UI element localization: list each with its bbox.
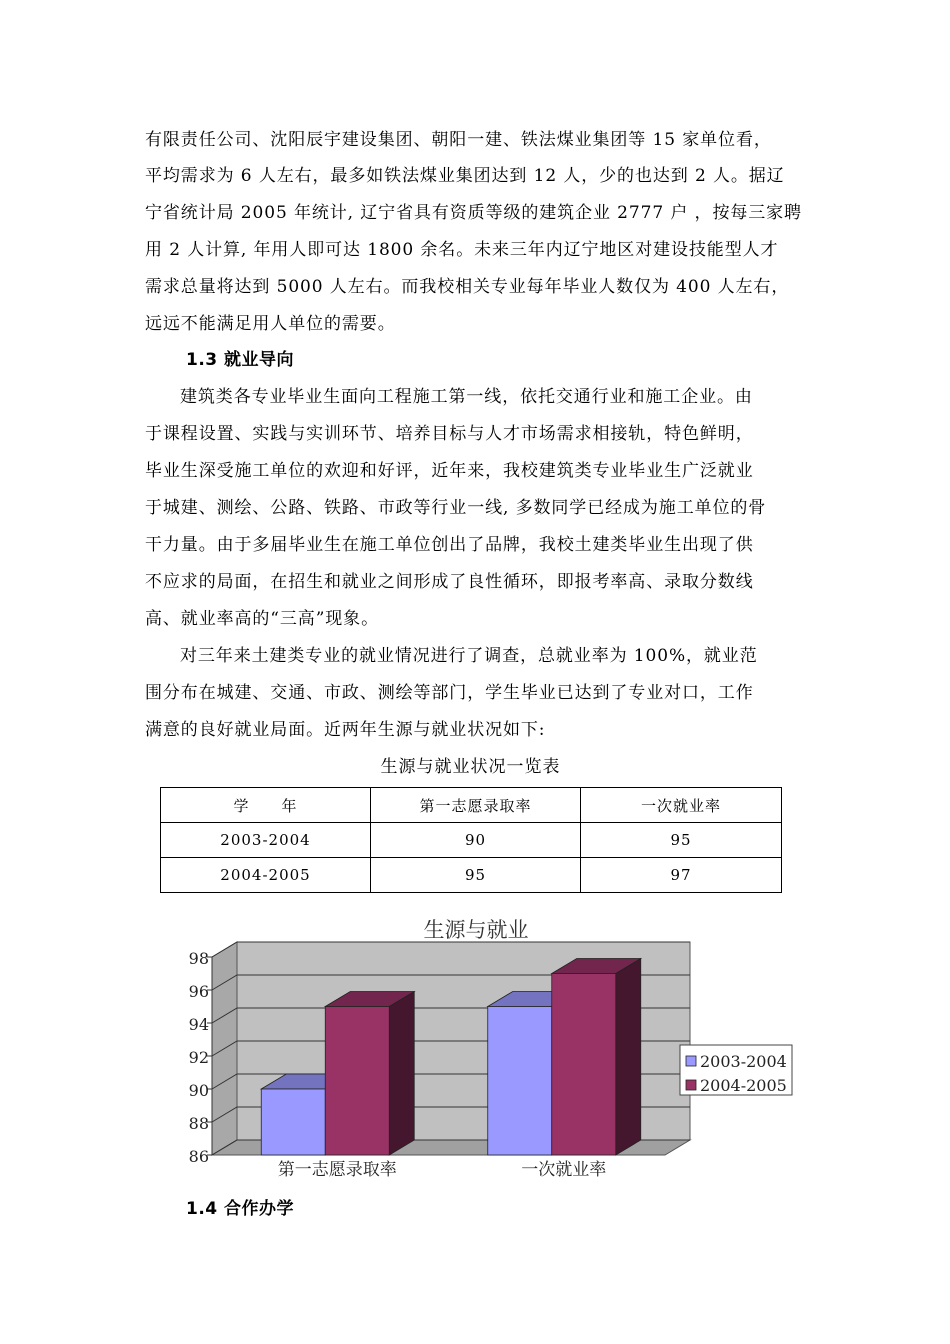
table-row [161,823,782,858]
y-tick-label: 94 [188,1015,209,1034]
table-caption: 生源与就业状况一览表 [380,757,561,777]
legend-label: 2004-2005 [700,1076,787,1095]
chart-title: 生源与就业 [423,918,529,942]
legend-label: 2003-2004 [700,1052,787,1071]
legend-swatch [686,1056,696,1066]
enrollment-employment-table [160,787,782,893]
section-heading-employment: 1.3 就业导向 [186,350,295,370]
bar [261,1089,325,1155]
y-tick-label: 96 [188,982,209,1001]
y-tick-label: 90 [188,1081,209,1100]
y-tick-label: 98 [188,949,209,968]
text-line: 满意的良好就业局面。近两年生源与就业状况如下: [145,720,546,740]
text-line: 高、就业率高的“三高”现象。 [145,609,379,629]
table-row [161,858,782,893]
header-cell-admission-rate: 第一志愿录取率 [371,788,581,823]
text-line: 需求总量将达到 5000 人左右。而我校相关专业每年毕业人数仅为 400 人左右， [145,277,790,297]
bar-chart [160,905,800,1185]
text-line: 围分布在城建、交通、市政、测绘等部门，学生毕业已达到了专业对口，工作 [145,683,754,703]
text-line: 用 2 人计算, 年用人即可达 1800 余名。未来三年内辽宁地区对建设技能型人才 [145,240,779,260]
text-line: 于课程设置、实践与实训环节、培养目标与人才市场需求相接轨，特色鲜明， [145,424,754,444]
bar [488,1007,552,1156]
y-tick-label: 86 [188,1147,209,1166]
section-heading-cooperation: 1.4 合作办学 [186,1199,295,1219]
text-line: 毕业生深受施工单位的欢迎和好评，近年来，我校建筑类专业毕业生广泛就业 [145,461,754,481]
bar [552,974,616,1156]
bar-side [389,992,414,1156]
text-line: 建筑类各专业毕业生面向工程施工第一线，依托交通行业和施工企业。由 [180,387,753,407]
header-cell-year: 学 年 [161,788,371,823]
legend-swatch [686,1080,696,1090]
table-cell: 2003-2004 [161,823,371,858]
text-line: 对三年来土建类专业的就业情况进行了调查，总就业率为 100%，就业范 [180,646,758,666]
category-label: 第一志愿录取率 [277,1160,397,1180]
text-line: 不应求的局面，在招生和就业之间形成了良性循环，即报考率高、录取分数线 [145,572,754,592]
text-line: 于城建、测绘、公路、铁路、市政等行业一线, 多数同学已经成为施工单位的骨 [145,498,767,518]
table-header-row [161,788,782,823]
y-tick-label: 92 [188,1048,209,1067]
table-cell: 90 [371,823,581,858]
text-line: 宁省统计局 2005 年统计, 辽宁省具有资质等级的建筑企业 2777 户 ，按每三家聘 [145,203,802,223]
header-cell-employment-rate: 一次就业率 [581,788,782,823]
category-label: 一次就业率 [521,1160,607,1180]
table-cell: 97 [581,858,782,893]
table-cell: 2004-2005 [161,858,371,893]
text-line: 平均需求为 6 人左右，最多如铁法煤业集团达到 12 人，少的也达到 2 人。据辽 [145,166,785,186]
text-line: 有限责任公司、沈阳辰宇建设集团、朝阳一建、铁法煤业集团等 15 家单位看， [145,130,772,150]
table-cell: 95 [371,858,581,893]
y-tick-label: 88 [188,1114,209,1133]
bar-side [616,959,641,1156]
text-line: 远远不能满足用人单位的需要。 [145,314,396,334]
text-line: 干力量。由于多届毕业生在施工单位创出了品牌，我校土建类毕业生出现了供 [145,535,754,555]
table-cell: 95 [581,823,782,858]
bar [325,1007,389,1156]
